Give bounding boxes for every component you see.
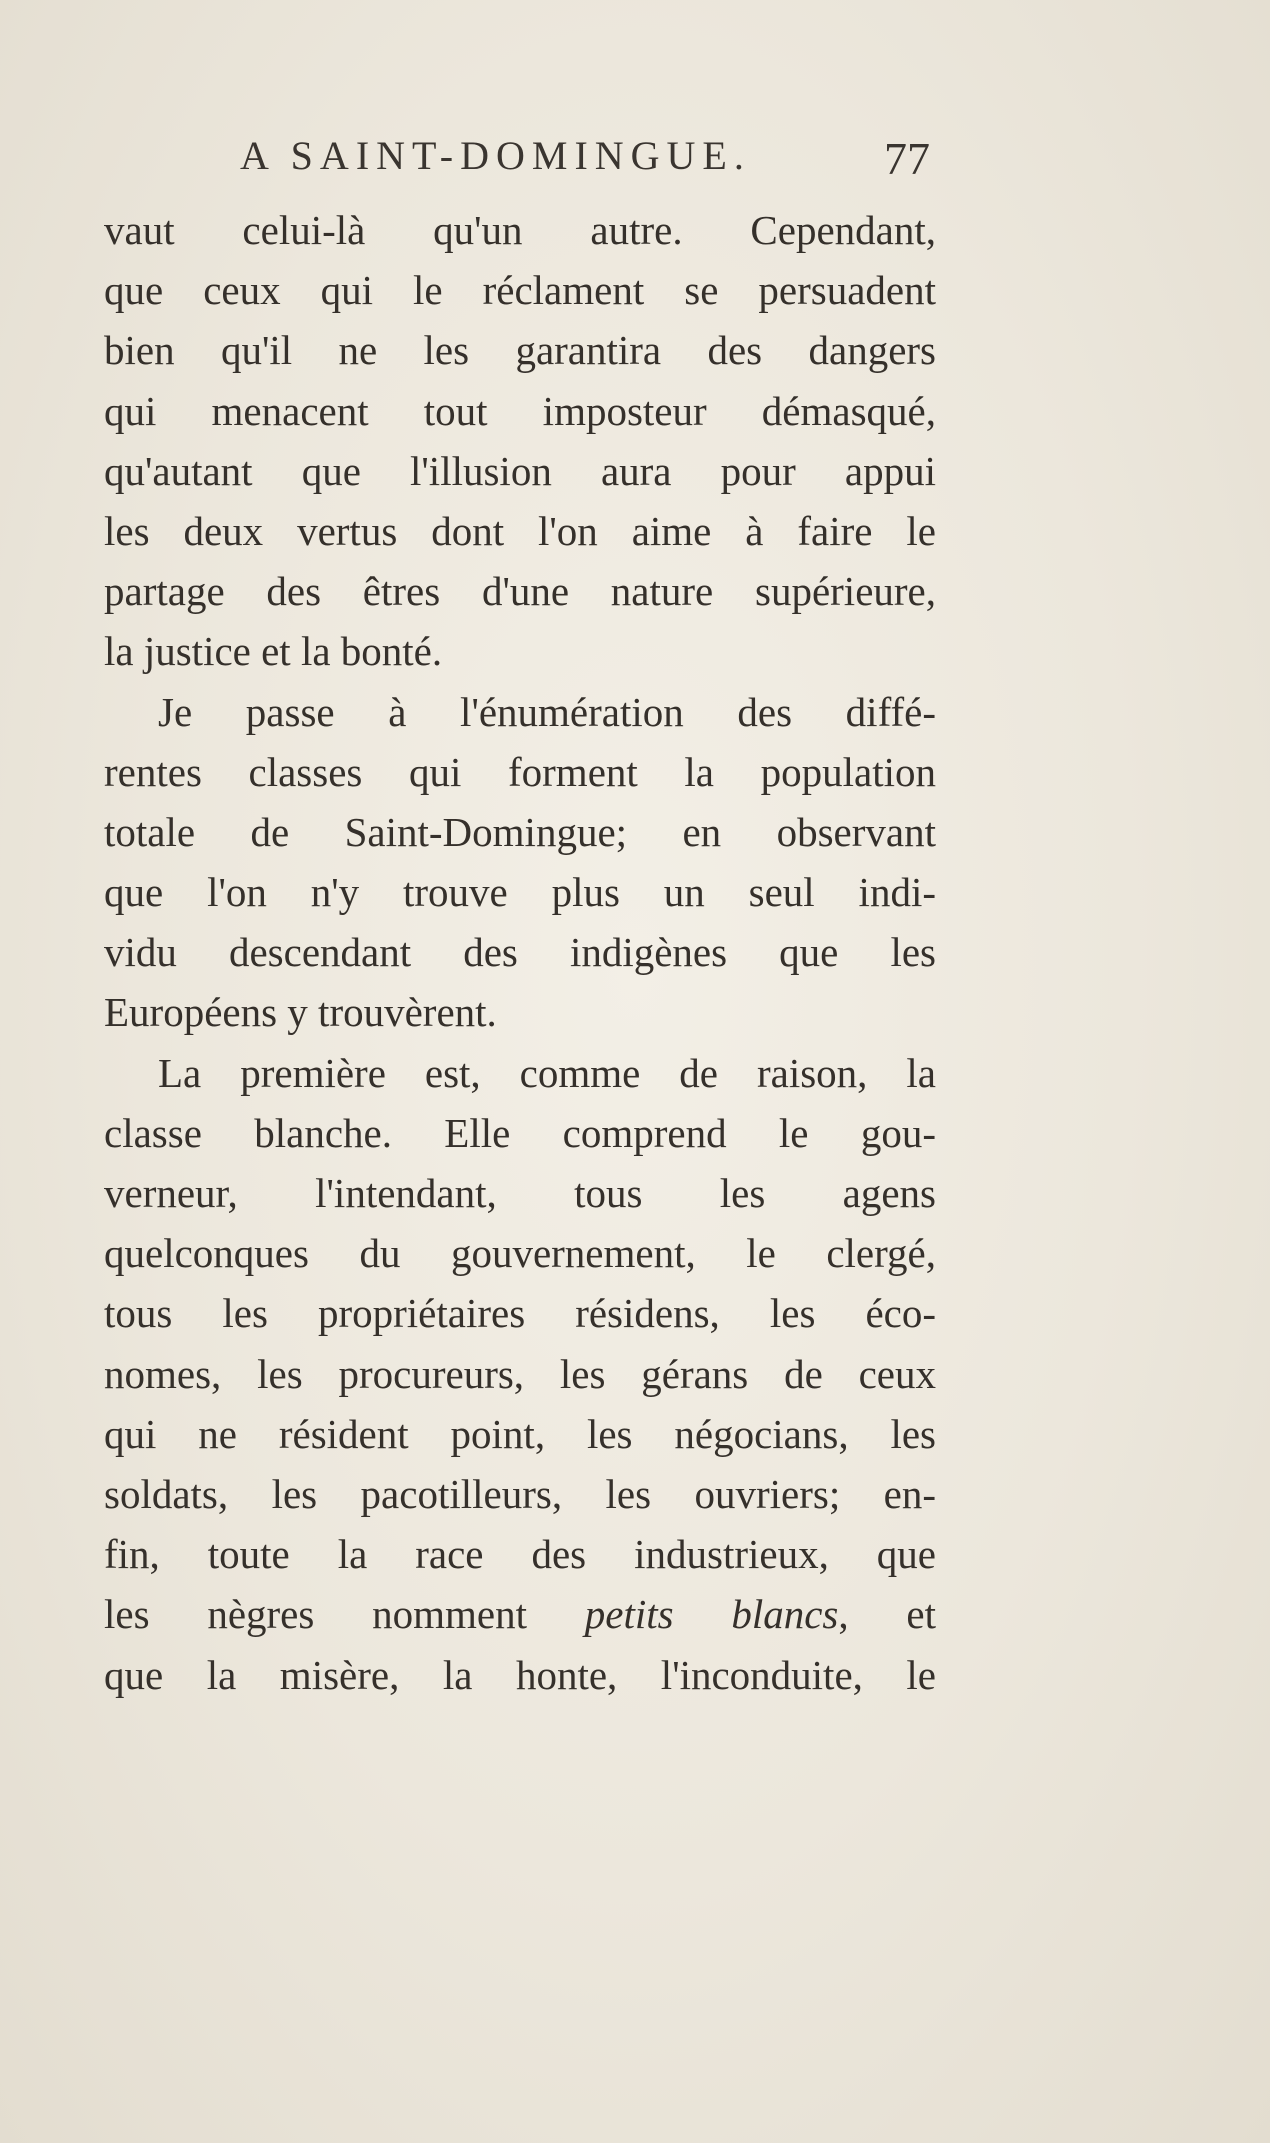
text-line-with-italic [104, 1584, 936, 1644]
text-line: nomes, les procureurs, les gérans de ceux [104, 1350, 936, 1397]
body-text [104, 200, 936, 1705]
text-line: bien qu'il ne les garantira des dangers [104, 327, 936, 374]
text-line: que ceux qui le réclament se persuadent [104, 267, 936, 314]
running-head: A SAINT-DOMINGUE. [240, 133, 751, 178]
text-line: la justice et la bonté. [104, 628, 443, 675]
text-line: soldats, les pacotilleurs, les ouvriers; en- [104, 1470, 936, 1517]
text-line: que l'on n'y trouve plus un seul indi- [104, 869, 936, 916]
text-line: qui menacent tout imposteur démasqué, [104, 387, 936, 434]
text-line: vidu descendant des indigènes que les [104, 929, 936, 976]
text-line: verneur, l'intendant, tous les agens [104, 1170, 936, 1216]
text-line: Européens y trouvèrent. [104, 989, 497, 1036]
text-line: totale de Saint-Domingue; en observant [104, 808, 936, 855]
text-line: tous les propriétaires résidens, les éco- [104, 1290, 936, 1337]
text-line: qui ne résident point, les négocians, les [104, 1410, 936, 1457]
text-fragment: , et [838, 1591, 937, 1638]
text-line: les deux vertus dont l'on aime à faire le [104, 507, 936, 554]
text-line: qu'autant que l'illusion aura pour appui [104, 447, 936, 494]
text-line: partage des êtres d'une nature supérieure, [104, 568, 936, 615]
text-line: classe blanche. Elle comprend le gou- [104, 1109, 936, 1156]
page-header [240, 132, 930, 192]
italic-phrase: petits blancs [584, 1591, 839, 1638]
text-line: que la misère, la honte, l'inconduite, le [104, 1651, 936, 1698]
text-line: vaut celui-là qu'un autre. Cependant, [104, 207, 936, 253]
text-fragment: les nègres nomment [104, 1591, 527, 1638]
text-line: La première est, comme de raison, la [158, 1049, 936, 1096]
page-number: 77 [884, 133, 930, 184]
text-line: rentes classes qui forment la population [104, 748, 936, 795]
text-line: fin, toute la race des industrieux, que [104, 1531, 936, 1578]
text-line: Je passe à l'énumération des diffé- [158, 688, 936, 735]
text-line: quelconques du gouvernement, le clergé, [104, 1230, 936, 1277]
